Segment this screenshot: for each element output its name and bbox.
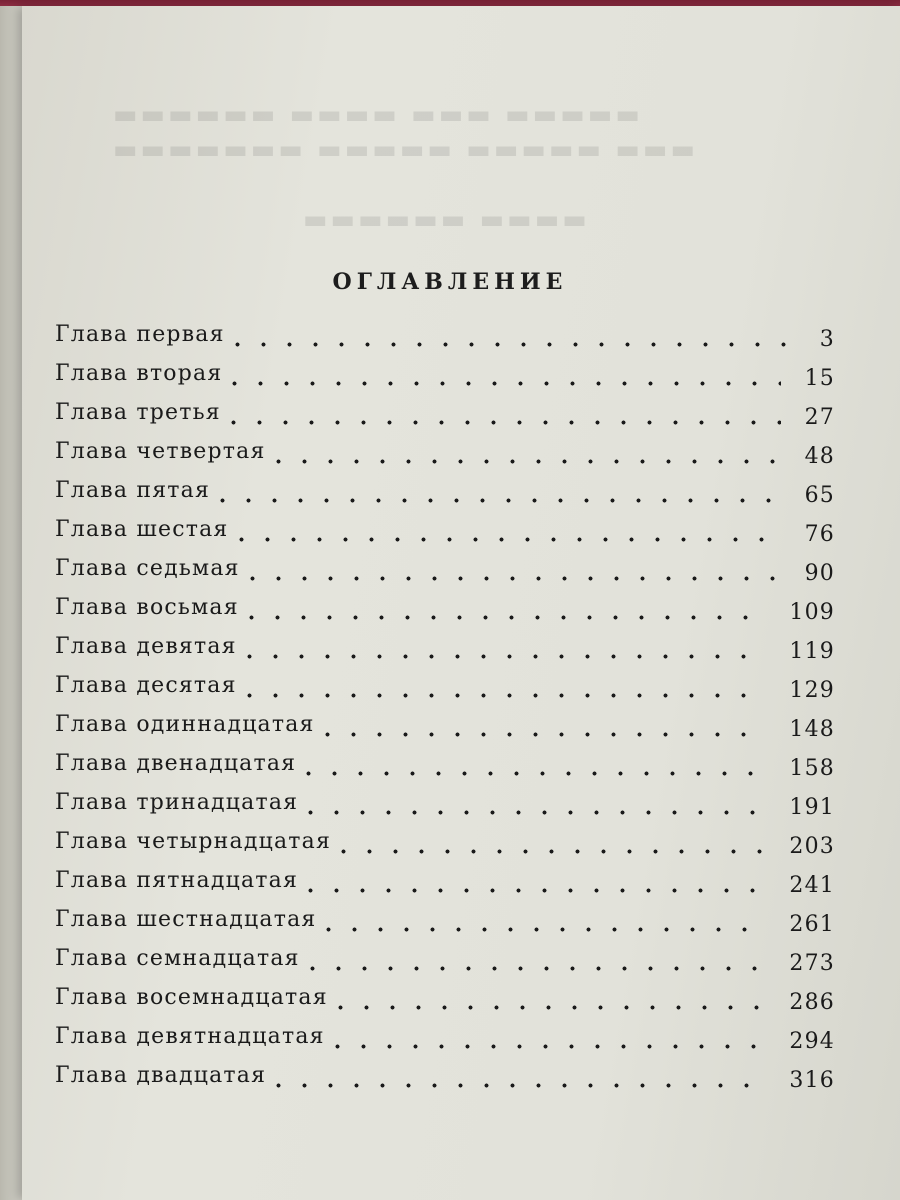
dot-leader bbox=[308, 862, 765, 901]
toc-entry-page: 76 bbox=[804, 522, 835, 547]
page-title: ОГЛАВЛЕНИЕ bbox=[332, 268, 568, 295]
toc-entry-label: Глава четырнадцатая bbox=[55, 829, 332, 854]
toc-entry-page: 48 bbox=[804, 444, 835, 469]
toc-entry-label: Глава семнадцатая bbox=[55, 946, 300, 971]
toc-entry-page: 294 bbox=[789, 1029, 835, 1054]
toc-entry-label: Глава вторая bbox=[55, 361, 223, 386]
toc-entry-page: 148 bbox=[789, 717, 835, 742]
table-of-contents bbox=[55, 316, 835, 1096]
toc-entry bbox=[55, 316, 835, 355]
toc-entry-page: 316 bbox=[789, 1068, 835, 1093]
toc-entry-label: Глава третья bbox=[55, 400, 221, 425]
toc-entry bbox=[55, 1057, 835, 1096]
dot-leader bbox=[276, 433, 781, 472]
toc-entry-page: 241 bbox=[789, 873, 835, 898]
dot-leader bbox=[341, 823, 765, 862]
toc-entry-label: Глава девятая bbox=[55, 634, 237, 659]
dot-leader bbox=[249, 589, 765, 628]
toc-entry bbox=[55, 862, 835, 901]
toc-entry-label: Глава шестая bbox=[55, 517, 229, 542]
toc-entry bbox=[55, 355, 835, 394]
show-through-text: ▬▬▬▬ ▬▬▬▬▬▬ bbox=[300, 205, 587, 235]
show-through-text: ▬▬▬ ▬▬▬▬▬ ▬▬▬▬▬ ▬▬▬▬▬▬▬ bbox=[110, 135, 696, 165]
toc-entry-page: 158 bbox=[789, 756, 835, 781]
toc-entry-label: Глава пятнадцатая bbox=[55, 868, 299, 893]
toc-entry-page: 65 bbox=[804, 483, 835, 508]
toc-entry bbox=[55, 511, 835, 550]
toc-entry-label: Глава пятая bbox=[55, 478, 211, 503]
toc-entry bbox=[55, 979, 835, 1018]
toc-entry-page: 129 bbox=[789, 678, 835, 703]
toc-entry-page: 109 bbox=[789, 600, 835, 625]
toc-entry-label: Глава девятнадцатая bbox=[55, 1024, 325, 1049]
dot-leader bbox=[306, 745, 765, 784]
toc-entry-label: Глава тринадцатая bbox=[55, 790, 299, 815]
dot-leader bbox=[338, 979, 765, 1018]
dot-leader bbox=[250, 550, 781, 589]
toc-entry-label: Глава десятая bbox=[55, 673, 237, 698]
toc-entry bbox=[55, 667, 835, 706]
toc-entry-page: 90 bbox=[804, 561, 835, 586]
toc-entry bbox=[55, 823, 835, 862]
toc-entry-page: 261 bbox=[789, 912, 835, 937]
toc-entry bbox=[55, 901, 835, 940]
toc-entry-label: Глава первая bbox=[55, 322, 225, 347]
toc-entry-label: Глава шестнадцатая bbox=[55, 907, 317, 932]
dot-leader bbox=[326, 901, 765, 940]
show-through-text: ▬▬▬▬▬ ▬▬▬ ▬▬▬▬ ▬▬▬▬▬▬ bbox=[110, 100, 640, 130]
dot-leader bbox=[235, 316, 796, 355]
toc-entry bbox=[55, 472, 835, 511]
toc-entry bbox=[55, 706, 835, 745]
toc-entry bbox=[55, 1018, 835, 1057]
toc-entry-label: Глава двенадцатая bbox=[55, 751, 297, 776]
toc-entry bbox=[55, 628, 835, 667]
dot-leader bbox=[247, 628, 765, 667]
dot-leader bbox=[276, 1057, 765, 1096]
dot-leader bbox=[308, 784, 765, 823]
dot-leader bbox=[239, 511, 781, 550]
dot-leader bbox=[247, 667, 765, 706]
dot-leader bbox=[335, 1018, 765, 1057]
toc-entry-page: 15 bbox=[804, 366, 835, 391]
toc-entry-page: 119 bbox=[789, 639, 835, 664]
toc-entry-label: Глава четвертая bbox=[55, 439, 266, 464]
toc-entry bbox=[55, 784, 835, 823]
toc-entry-page: 273 bbox=[789, 951, 835, 976]
toc-entry-page: 203 bbox=[789, 834, 835, 859]
toc-entry bbox=[55, 745, 835, 784]
toc-entry-page: 3 bbox=[819, 327, 835, 352]
dot-leader bbox=[220, 472, 781, 511]
dot-leader bbox=[310, 940, 765, 979]
toc-entry-page: 191 bbox=[789, 795, 835, 820]
toc-entry-label: Глава восьмая bbox=[55, 595, 239, 620]
dot-leader bbox=[232, 355, 781, 394]
toc-entry bbox=[55, 394, 835, 433]
toc-entry-label: Глава восемнадцатая bbox=[55, 985, 328, 1010]
toc-entry-page: 286 bbox=[789, 990, 835, 1015]
toc-entry-label: Глава одиннадцатая bbox=[55, 712, 315, 737]
toc-entry-label: Глава седьмая bbox=[55, 556, 240, 581]
dot-leader bbox=[325, 706, 765, 745]
toc-entry bbox=[55, 550, 835, 589]
toc-entry bbox=[55, 433, 835, 472]
toc-entry bbox=[55, 589, 835, 628]
toc-entry-label: Глава двадцатая bbox=[55, 1063, 267, 1088]
toc-entry-page: 27 bbox=[804, 405, 835, 430]
dot-leader bbox=[231, 394, 781, 433]
toc-entry bbox=[55, 940, 835, 979]
